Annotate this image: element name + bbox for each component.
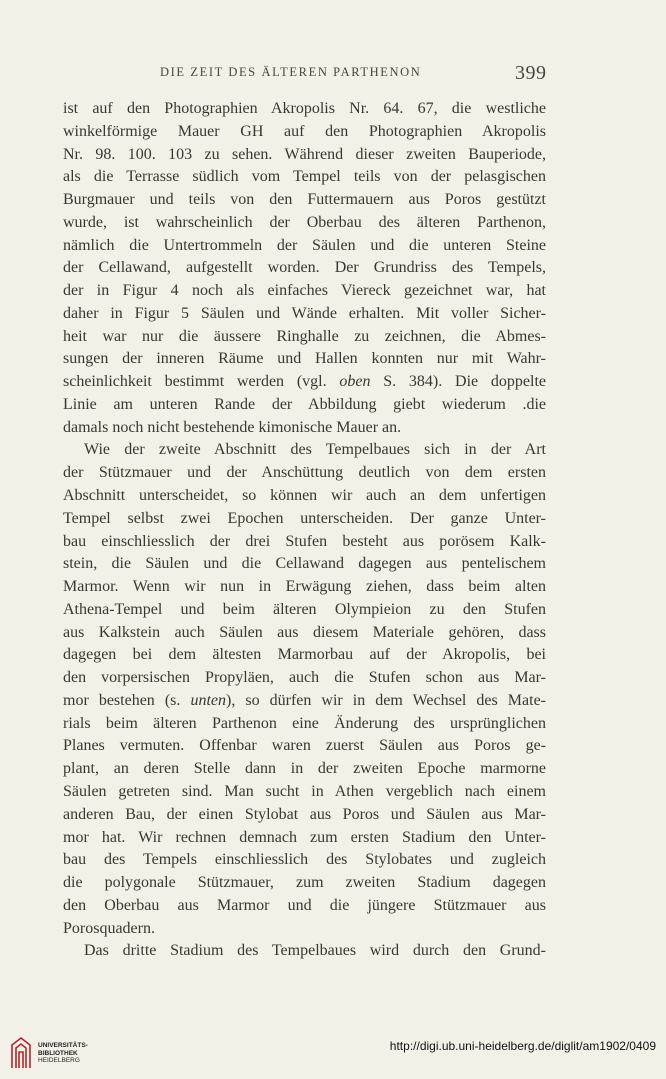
text-line-content: plant, an deren Stelle dann in der zweiten Epoche marmorne [63, 760, 546, 778]
text-line [63, 121, 546, 144]
text-line-content: damals noch nicht bestehende kimonische Mauer an. [63, 418, 402, 436]
text-line [63, 462, 546, 485]
emphasis-text: oben [339, 373, 371, 391]
text-line-content: stein, die Säulen und die Cellawand dagegen aus pentelischem [63, 555, 546, 573]
source-url-link[interactable]: http://digi.ub.uni-heidelberg.de/diglit/am1902/0409 [389, 1039, 656, 1053]
text-line [63, 918, 546, 941]
body-text [63, 98, 546, 963]
text-line-content: Nr. 98. 100. 103 zu sehen. Während dieser zweiten Bauperiode, [63, 145, 546, 163]
text-line-content: den Oberbau aus Marmor und die jüngere Stützmauer aus [63, 896, 546, 914]
text-line [63, 599, 546, 622]
text-line [63, 212, 546, 235]
text-line-continuation: S. 384). Die doppelte [370, 373, 546, 391]
text-line-content: den vorpersischen Propyläen, auch die Stufen schon aus Mar- [63, 669, 546, 687]
text-line-content: Tempel selbst zwei Epochen unterscheiden. Der ganze Unter- [63, 509, 546, 527]
text-line-content: mor hat. Wir rechnen demnach zum ersten Stadium den Unter- [63, 828, 546, 846]
text-line [63, 189, 546, 212]
text-line [63, 371, 546, 394]
text-line [63, 690, 546, 713]
text-line [63, 667, 546, 690]
text-line-content: Wie der zweite Abschnitt des Tempelbaues sich in der Art [84, 441, 546, 459]
text-line [63, 439, 546, 462]
text-line-content: Linie am unteren Rande der Abbildung giebt wiederum .die [63, 395, 546, 413]
emphasis-text: unten [190, 691, 226, 709]
text-line-continuation: ), so dürfen wir in dem Wechsel des Mate- [225, 691, 546, 709]
text-line [63, 895, 546, 918]
text-line [63, 553, 546, 576]
text-line-content: bau einschliesslich der drei Stufen besteht aus porösem Kalk- [63, 532, 546, 550]
text-line-content: ist auf den Photographien Akropolis Nr. 64. 67, die westliche [63, 100, 546, 117]
page-number: 399 [515, 62, 547, 84]
text-line [63, 166, 546, 189]
text-line-content: mor bestehen (s. [63, 691, 191, 709]
text-line-content: die polygonale Stützmauer, zum zweiten Stadium dagegen [63, 874, 546, 892]
text-line [63, 508, 546, 531]
text-line-content: Planes vermuten. Offenbar waren zuerst Säulen aus Poros ge- [63, 737, 546, 755]
text-line [63, 804, 546, 827]
text-line-content: anderen Bau, der einen Stylobat aus Poros und Säulen aus Mar- [63, 805, 546, 823]
text-line-content: winkelförmige Mauer GH auf den Photographien Akropolis [63, 122, 546, 140]
text-line-content: dagegen bei dem ältesten Marmorbau auf der Akropolis, bei [63, 646, 546, 664]
text-line [63, 644, 546, 667]
text-line-content: Burgmauer und teils von den Futtermauern aus Poros gestützt [63, 191, 546, 209]
text-line [63, 827, 546, 850]
text-line-content: aus Kalkstein auch Säulen aus diesem Materiale gehören, dass [63, 623, 546, 641]
text-line [63, 144, 546, 167]
text-line-content: bau des Tempels einschliesslich des Stylobates und zugleich [63, 851, 546, 869]
text-line [63, 417, 546, 440]
text-line [63, 622, 546, 645]
library-name-line3: HEIDELBERG [38, 1057, 80, 1064]
text-line [63, 98, 546, 121]
footer [0, 1030, 666, 1079]
text-line [63, 849, 546, 872]
text-line [63, 257, 546, 280]
running-title: DIE ZEIT DES ÄLTEREN PARTHENON [160, 65, 422, 79]
text-line-content: sungen der inneren Räume und Hallen konnten nur mit Wahr- [63, 350, 546, 368]
text-line-content: der Cellawand, aufgestellt worden. Der Grundriss des Tempels, [63, 259, 546, 277]
text-line [63, 348, 546, 371]
text-line [63, 303, 546, 326]
text-line-content: Athena-Tempel und beim älteren Olympieion zu den Stufen [63, 600, 546, 618]
text-line-content: der Stützmauer und der Anschüttung deutlich von dem ersten [63, 464, 546, 482]
text-line-content: daher in Figur 5 Säulen und Wände erhalten. Mit voller Sicher- [63, 304, 546, 322]
library-name [38, 1042, 88, 1065]
running-head [0, 62, 666, 82]
text-line [63, 576, 546, 599]
text-line [63, 485, 546, 508]
text-line [63, 940, 546, 963]
text-line [63, 713, 546, 736]
library-logo-icon [9, 1035, 33, 1071]
text-line-content: Marmor. Wenn wir nun in Erwägung ziehen, dass beim alten [63, 578, 546, 596]
text-line-content: Porosquadern. [63, 919, 155, 937]
text-line-content: als die Terrasse südlich vom Tempel teils von der pelasgischen [63, 168, 546, 186]
text-line-content: der in Figur 4 noch als einfaches Viereck gezeichnet war, hat [63, 282, 546, 300]
text-line-content: Abschnitt unterscheidet, so können wir auch an dem unfertigen [63, 487, 546, 505]
text-line-content: scheinlichkeit bestimmt werden (vgl. [63, 373, 340, 391]
text-line-content: Das dritte Stadium des Tempelbaues wird durch den Grund- [84, 942, 546, 960]
library-name-line2: BIBLIOTHEK [38, 1049, 78, 1057]
text-line [63, 531, 546, 554]
text-line [63, 280, 546, 303]
text-line-content: rials beim älteren Parthenon eine Änderung des ursprünglichen [63, 714, 546, 732]
text-line [63, 758, 546, 781]
text-line-content: heit war nur die äussere Ringhalle zu zeichnen, die Abmes- [63, 327, 546, 345]
text-line [63, 735, 546, 758]
text-line [63, 326, 546, 349]
text-line-content: Säulen getreten sind. Man sucht in Athen vergeblich nach einem [63, 782, 546, 800]
text-line [63, 235, 546, 258]
text-line-content: nämlich die Untertrommeln der Säulen und die unteren Steine [63, 236, 546, 254]
text-line-content: wurde, ist wahrscheinlich der Oberbau des älteren Parthenon, [63, 213, 546, 231]
text-line [63, 394, 546, 417]
library-name-line1: UNIVERSITÄTS- [38, 1042, 88, 1049]
text-line [63, 872, 546, 895]
text-line [63, 781, 546, 804]
